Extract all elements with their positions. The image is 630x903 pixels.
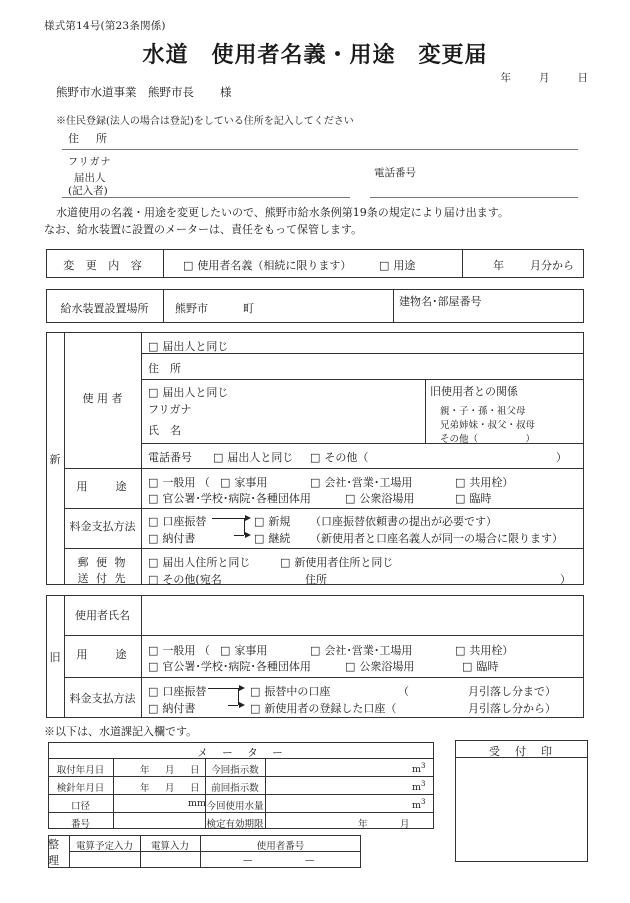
- meter-usage-volume-unit: $m^3$: [412, 798, 426, 812]
- new-usage-household-label: 家事用: [234, 476, 268, 489]
- old-user-name-label: 使用者氏名: [75, 609, 130, 622]
- date-day-label: 日: [577, 72, 588, 84]
- date-line: [501, 70, 589, 85]
- admin-header-user-number: 使用者番号: [256, 841, 305, 852]
- old-usage-general[interactable]: [148, 642, 210, 658]
- admin-user-number-dash-2: —: [305, 855, 315, 866]
- old-label-divider: [141, 595, 142, 718]
- new-usage-household[interactable]: [220, 474, 267, 490]
- new-usage-label: 用 途: [76, 480, 129, 493]
- new-usage-shared[interactable]: [455, 474, 513, 490]
- new-user-row-line-2: [141, 379, 584, 380]
- telephone-input-rule[interactable]: [370, 197, 578, 198]
- meter-previous-reading-unit: $m^3$: [412, 780, 426, 794]
- old-pay-current-paren: （: [398, 685, 409, 698]
- old-usage-household-label: 家事用: [234, 644, 268, 657]
- new-payment-label: 料金支払方法: [69, 520, 136, 533]
- old-pay-current-account[interactable]: [250, 683, 330, 699]
- new-pay-new[interactable]: [254, 513, 290, 529]
- old-usage-shared[interactable]: [455, 642, 513, 658]
- new-pay-continue-note: （新使用者と口座名義人が同一の場合に限ります）: [310, 532, 563, 545]
- relation-option-2[interactable]: 兄弟姉妹・叔父・叔母: [440, 420, 536, 431]
- checkbox-usage-household-old[interactable]: [220, 644, 234, 657]
- checkbox-same-as-applicant-address[interactable]: [148, 340, 162, 353]
- new-tel-other[interactable]: [310, 449, 368, 465]
- old-usage-company[interactable]: [310, 642, 412, 658]
- change-option-name-label: 使用者名義（相続に限ります）: [197, 259, 352, 272]
- new-user-label: 使 用 者: [82, 392, 123, 405]
- checkbox-usage-shared-new[interactable]: [455, 476, 469, 489]
- new-usage-temp[interactable]: [455, 490, 491, 506]
- change-content-label: 変 更 内 容: [63, 259, 146, 272]
- new-user-furigana-label: フリガナ: [148, 403, 192, 416]
- new-payment-row-top: [64, 508, 584, 509]
- checkbox-usage-household-new[interactable]: [220, 476, 234, 489]
- checkbox-usage-public-old[interactable]: [148, 660, 162, 673]
- checkbox-mail-other[interactable]: [148, 573, 162, 586]
- applicant-name-input-rule[interactable]: [62, 197, 350, 198]
- old-pay-new-account[interactable]: [250, 700, 396, 716]
- admin-user-number-dash-1: —: [243, 855, 253, 866]
- checkbox-pay-continue[interactable]: [254, 532, 268, 545]
- new-usage-company-label: 会社･営業･工場用: [324, 476, 413, 489]
- location-town[interactable]: 町: [243, 302, 254, 315]
- mail-same-newuser[interactable]: [280, 554, 393, 570]
- old-usage-bath-label: 公衆浴場用: [359, 660, 415, 673]
- address-input-rule[interactable]: [62, 149, 578, 150]
- checkbox-user-name[interactable]: [183, 259, 197, 272]
- meter-expiry-year[interactable]: 年: [358, 819, 368, 830]
- page-title: 水道 使用者名義・用途 変更届: [142, 42, 488, 68]
- new-usage-bath[interactable]: [345, 490, 414, 506]
- applicant-label: 届出人: [74, 172, 106, 184]
- furigana-label: フリガナ: [68, 157, 112, 168]
- checkbox-usage-general-new[interactable]: [148, 476, 162, 489]
- new-user-address-label: 住 所: [148, 362, 181, 375]
- change-divider-1: [163, 249, 164, 278]
- checkbox-usage[interactable]: [379, 259, 393, 272]
- change-effective-year: 年: [493, 259, 504, 272]
- new-pay-continue-label: 継続: [268, 532, 291, 545]
- meter-col-divider-1: [113, 758, 114, 829]
- date-month-label: 月: [539, 72, 550, 84]
- checkbox-usage-bath-old[interactable]: [345, 660, 359, 673]
- new-usage-shared-label: 共用栓）: [469, 476, 514, 489]
- relation-title: 旧使用者との関係: [430, 385, 518, 398]
- receipt-stamp-title: 受 付 印: [489, 745, 554, 758]
- new-tel-same-label: 届出人と同じ: [227, 451, 294, 464]
- new-user-same-label: 届出人と同じ: [162, 340, 229, 353]
- new-tel-other-label: その他（: [324, 451, 369, 464]
- new-spine-label: 新: [49, 452, 61, 466]
- new-tel-same[interactable]: [213, 449, 293, 465]
- meter-number-label: 番号: [70, 819, 90, 830]
- meter-install-month[interactable]: 月: [165, 765, 175, 776]
- meter-row-line-2: [48, 794, 434, 795]
- statement-line-1: 水道使用の名義・用途を変更したいので、熊野市給水条例第19条の規定により届け出ます。: [56, 206, 509, 219]
- checkbox-usage-temp-old[interactable]: [462, 660, 476, 673]
- applicant-sub-label: (記入者): [68, 185, 108, 197]
- installation-location-label: 給水装置設置場所: [60, 302, 149, 315]
- checkbox-pay-new[interactable]: [254, 515, 268, 528]
- meter-current-reading-label: 今回指示数: [211, 765, 259, 776]
- meter-expiry-month[interactable]: 月: [400, 819, 410, 830]
- old-usage-shared-label: 共用栓）: [469, 644, 514, 657]
- new-usage-row-top: [64, 468, 584, 469]
- change-option-usage-label: 用途: [393, 259, 416, 272]
- meter-reading-year[interactable]: 年: [140, 783, 150, 794]
- old-usage-household[interactable]: [220, 642, 267, 658]
- relation-option-3[interactable]: その他（ ）: [440, 434, 536, 445]
- old-usage-temp[interactable]: [462, 658, 498, 674]
- new-pay-transfer-label: 口座振替: [162, 515, 207, 528]
- new-usage-public-label: 官公署･学校･病院･各種団体用: [162, 492, 311, 505]
- new-user-name-label: 氏 名: [148, 424, 181, 437]
- old-usage-company-label: 会社･営業･工場用: [324, 644, 413, 657]
- old-usage-label: 用 途: [76, 648, 129, 661]
- meter-reading-date-label: 検針年月日: [56, 783, 105, 794]
- meter-install-year[interactable]: 年: [140, 765, 150, 776]
- checkbox-usage-public-new[interactable]: [148, 492, 162, 505]
- form-number: 様式第14号(第23条関係): [44, 20, 166, 32]
- admin-header-input: 電算入力: [150, 841, 189, 852]
- new-pay-invoice[interactable]: [148, 530, 195, 546]
- new-tel-label: 電話番号: [148, 451, 192, 464]
- new-tel-other-close: ）: [556, 451, 567, 464]
- addressee-honorific: 様: [220, 85, 232, 99]
- mail-address-label: 住所: [305, 573, 327, 586]
- old-pay-transfer[interactable]: [148, 683, 206, 699]
- mail-other-label: その他(宛名: [162, 573, 222, 586]
- addressee-name: 熊野市水道事業 熊野市長: [56, 85, 194, 99]
- checkbox-tel-other[interactable]: [310, 451, 324, 464]
- checkbox-pay-new-account[interactable]: [250, 702, 264, 715]
- resident-registration-note: ※住民登録(法人の場合は登記)をしている住所を記入してください: [56, 116, 354, 127]
- new-pay-invoice-label: 納付書: [162, 532, 196, 545]
- checkbox-usage-temp-new[interactable]: [455, 492, 469, 505]
- meter-col-divider-3: [265, 758, 266, 829]
- new-usage-temp-label: 臨時: [469, 492, 492, 505]
- checkbox-usage-general-old[interactable]: [148, 644, 162, 657]
- old-usage-bath[interactable]: [345, 658, 414, 674]
- new-usage-general-label: 一般用 （: [162, 476, 210, 489]
- old-pay-transfer-label: 口座振替: [162, 685, 207, 698]
- change-divider-2: [462, 249, 463, 278]
- old-pay-new-note: 月引落し分から）: [468, 702, 556, 715]
- meter-reading-day[interactable]: 日: [190, 783, 200, 794]
- office-use-note: ※以下は、水道課記入欄です。: [44, 725, 198, 738]
- new-relation-divider: [425, 379, 426, 443]
- old-usage-row-top: [64, 635, 584, 636]
- old-usage-public-label: 官公署･学校･病院･各種団体用: [162, 660, 311, 673]
- old-pay-invoice-label: 納付書: [162, 702, 196, 715]
- mail-dest-label-line1: 郵 便 物: [77, 556, 128, 569]
- addressee: [56, 84, 232, 100]
- old-spine-label: 旧: [49, 650, 61, 664]
- location-city: 熊野市: [175, 302, 208, 315]
- meter-diameter-label: 口径: [70, 801, 90, 812]
- checkbox-pay-transfer-new[interactable]: [148, 515, 162, 528]
- checkbox-mail-same-newuser[interactable]: [280, 556, 294, 569]
- new-user-same-as-applicant-2[interactable]: [148, 384, 228, 400]
- relation-option-1[interactable]: 親・子・孫・祖父母: [440, 406, 526, 417]
- old-usage-general-label: 一般用 （: [162, 644, 210, 657]
- new-user-same-label-2: 届出人と同じ: [162, 386, 229, 399]
- new-usage-public[interactable]: [148, 490, 311, 506]
- checkbox-pay-transfer-old[interactable]: [148, 685, 162, 698]
- meter-reading-month[interactable]: 月: [165, 783, 175, 794]
- date-year-label: 年: [500, 72, 511, 84]
- checkbox-usage-shared-old[interactable]: [455, 644, 469, 657]
- admin-header-planned-input: 電算予定入力: [75, 841, 133, 852]
- mail-same-newuser-label: 新使用者住所と同じ: [294, 556, 394, 569]
- checkbox-usage-company-new[interactable]: [310, 476, 324, 489]
- old-pay-current-account-label: 振替中の口座: [264, 685, 331, 698]
- old-pay-new-account-label: 新使用者の登録した口座（: [264, 702, 397, 715]
- mail-close-paren: ）: [560, 573, 571, 586]
- mail-dest-label-line2: 送 付 先: [77, 572, 128, 585]
- new-usage-general[interactable]: [148, 474, 210, 490]
- meter-current-reading-unit: $m^3$: [412, 762, 426, 776]
- meter-table-title: メ ー タ ー: [197, 747, 285, 759]
- checkbox-same-as-applicant-name[interactable]: [148, 386, 162, 399]
- meter-install-date-label: 取付年月日: [56, 765, 105, 776]
- mail-other[interactable]: [148, 571, 222, 587]
- mail-same-applicant-label: 届出人住所と同じ: [162, 556, 251, 569]
- location-divider-1: [163, 289, 164, 323]
- meter-diameter-unit: mm: [188, 798, 207, 809]
- declaration-statement: [44, 205, 592, 238]
- old-pay-current-note: 月引落し分まで）: [468, 685, 556, 698]
- meter-row-line-3: [48, 812, 434, 813]
- mail-same-applicant[interactable]: [148, 554, 250, 570]
- meter-previous-reading-label: 前回指示数: [211, 783, 259, 794]
- checkbox-usage-bath-new[interactable]: [345, 492, 359, 505]
- new-mail-row-top: [64, 548, 584, 549]
- old-payment-row-top: [64, 677, 584, 678]
- meter-expiry-label: 検定有効期限: [206, 819, 264, 830]
- new-usage-company[interactable]: [310, 474, 412, 490]
- checkbox-tel-same-as-applicant[interactable]: [213, 451, 227, 464]
- new-pay-new-note: （口座振替依頼書の提出が必要です）: [310, 515, 497, 528]
- old-payment-label: 料金支払方法: [69, 691, 136, 705]
- checkbox-mail-same-applicant[interactable]: [148, 556, 162, 569]
- telephone-label: 電話番号: [374, 167, 416, 179]
- change-option-usage[interactable]: [379, 257, 415, 273]
- meter-row-line-1: [48, 776, 434, 777]
- admin-spine-label: 整理: [48, 837, 59, 867]
- new-pay-new-label: 新規: [268, 515, 291, 528]
- checkbox-pay-invoice-old[interactable]: [148, 702, 162, 715]
- old-pay-invoice[interactable]: [148, 700, 195, 716]
- meter-install-day[interactable]: 日: [190, 765, 200, 776]
- checkbox-pay-current-account[interactable]: [250, 685, 264, 698]
- new-usage-bath-label: 公衆浴場用: [359, 492, 415, 505]
- meter-usage-volume-label: 今回使用水量: [206, 801, 264, 812]
- old-usage-public[interactable]: [148, 658, 311, 674]
- checkbox-usage-company-old[interactable]: [310, 644, 324, 657]
- new-pay-transfer[interactable]: [148, 513, 206, 529]
- checkbox-pay-invoice-new[interactable]: [148, 532, 162, 545]
- building-name-label: 建物名･部屋番号: [399, 295, 482, 308]
- address-label: 住 所: [68, 132, 110, 145]
- new-pay-continue[interactable]: [254, 530, 290, 546]
- old-usage-temp-label: 臨時: [476, 660, 499, 673]
- change-option-name[interactable]: [183, 257, 351, 273]
- statement-line-2: なお、給水装置に設置のメーターは、責任をもって保管します。: [44, 222, 363, 236]
- change-effective-month: 月分から: [530, 259, 574, 272]
- new-user-same-as-applicant[interactable]: [148, 338, 228, 354]
- location-divider-2: [393, 289, 394, 323]
